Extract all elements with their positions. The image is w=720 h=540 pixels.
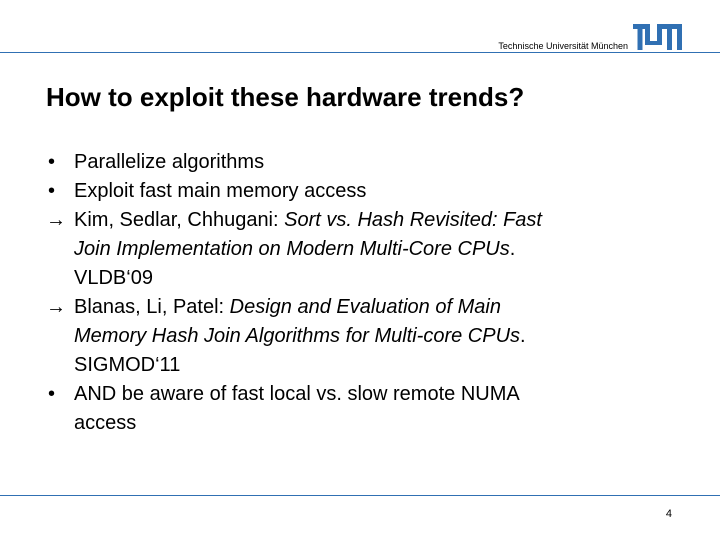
reference-authors: Blanas, Li, Patel:: [74, 296, 230, 318]
reference-punct: .: [509, 238, 516, 260]
header-rule: [0, 52, 720, 53]
reference-punct: .: [520, 325, 526, 347]
reference-title: Sort vs. Hash Revisited: Fast: [284, 209, 542, 231]
reference-venue: VLDB‘09: [74, 267, 153, 289]
reference-authors: Kim, Sedlar, Chhugani:: [74, 209, 285, 231]
reference-item: [46, 293, 686, 322]
bullet-marker: •: [48, 151, 56, 173]
slide-title: How to exploit these hardware trends?: [46, 82, 525, 112]
bullet-item: [46, 380, 686, 409]
university-name: Technische Universität München: [498, 41, 628, 51]
reference-continuation: [46, 264, 686, 293]
tum-logo: [633, 24, 683, 50]
footer-rule: [0, 495, 720, 496]
bullet-marker: •: [48, 383, 56, 405]
bullet-text: Exploit fast main memory access: [74, 180, 367, 202]
page-number: 4: [665, 508, 672, 520]
bullet-continuation: [46, 409, 686, 438]
bullet-text: access: [74, 412, 137, 434]
reference-continuation: [46, 351, 686, 380]
reference-title: Design and Evaluation of Main: [229, 296, 501, 318]
reference-item: [46, 206, 686, 235]
reference-venue: SIGMOD‘11: [74, 354, 181, 376]
bullet-item: [46, 148, 686, 177]
reference-continuation: [46, 235, 686, 264]
bullet-item: [46, 177, 686, 206]
bullet-text: AND be aware of fast local vs. slow remote NUMA: [74, 383, 520, 405]
slide-content: [46, 148, 686, 438]
arrow-icon: →: [46, 296, 66, 318]
arrow-icon: →: [46, 209, 66, 231]
reference-continuation: [46, 322, 686, 351]
bullet-text: Parallelize algorithms: [74, 151, 265, 173]
reference-title: Join Implementation on Modern Multi-Core CPUs: [74, 238, 510, 260]
reference-title: Memory Hash Join Algorithms for Multi-core CPUs: [74, 325, 521, 347]
bullet-marker: •: [48, 180, 56, 202]
